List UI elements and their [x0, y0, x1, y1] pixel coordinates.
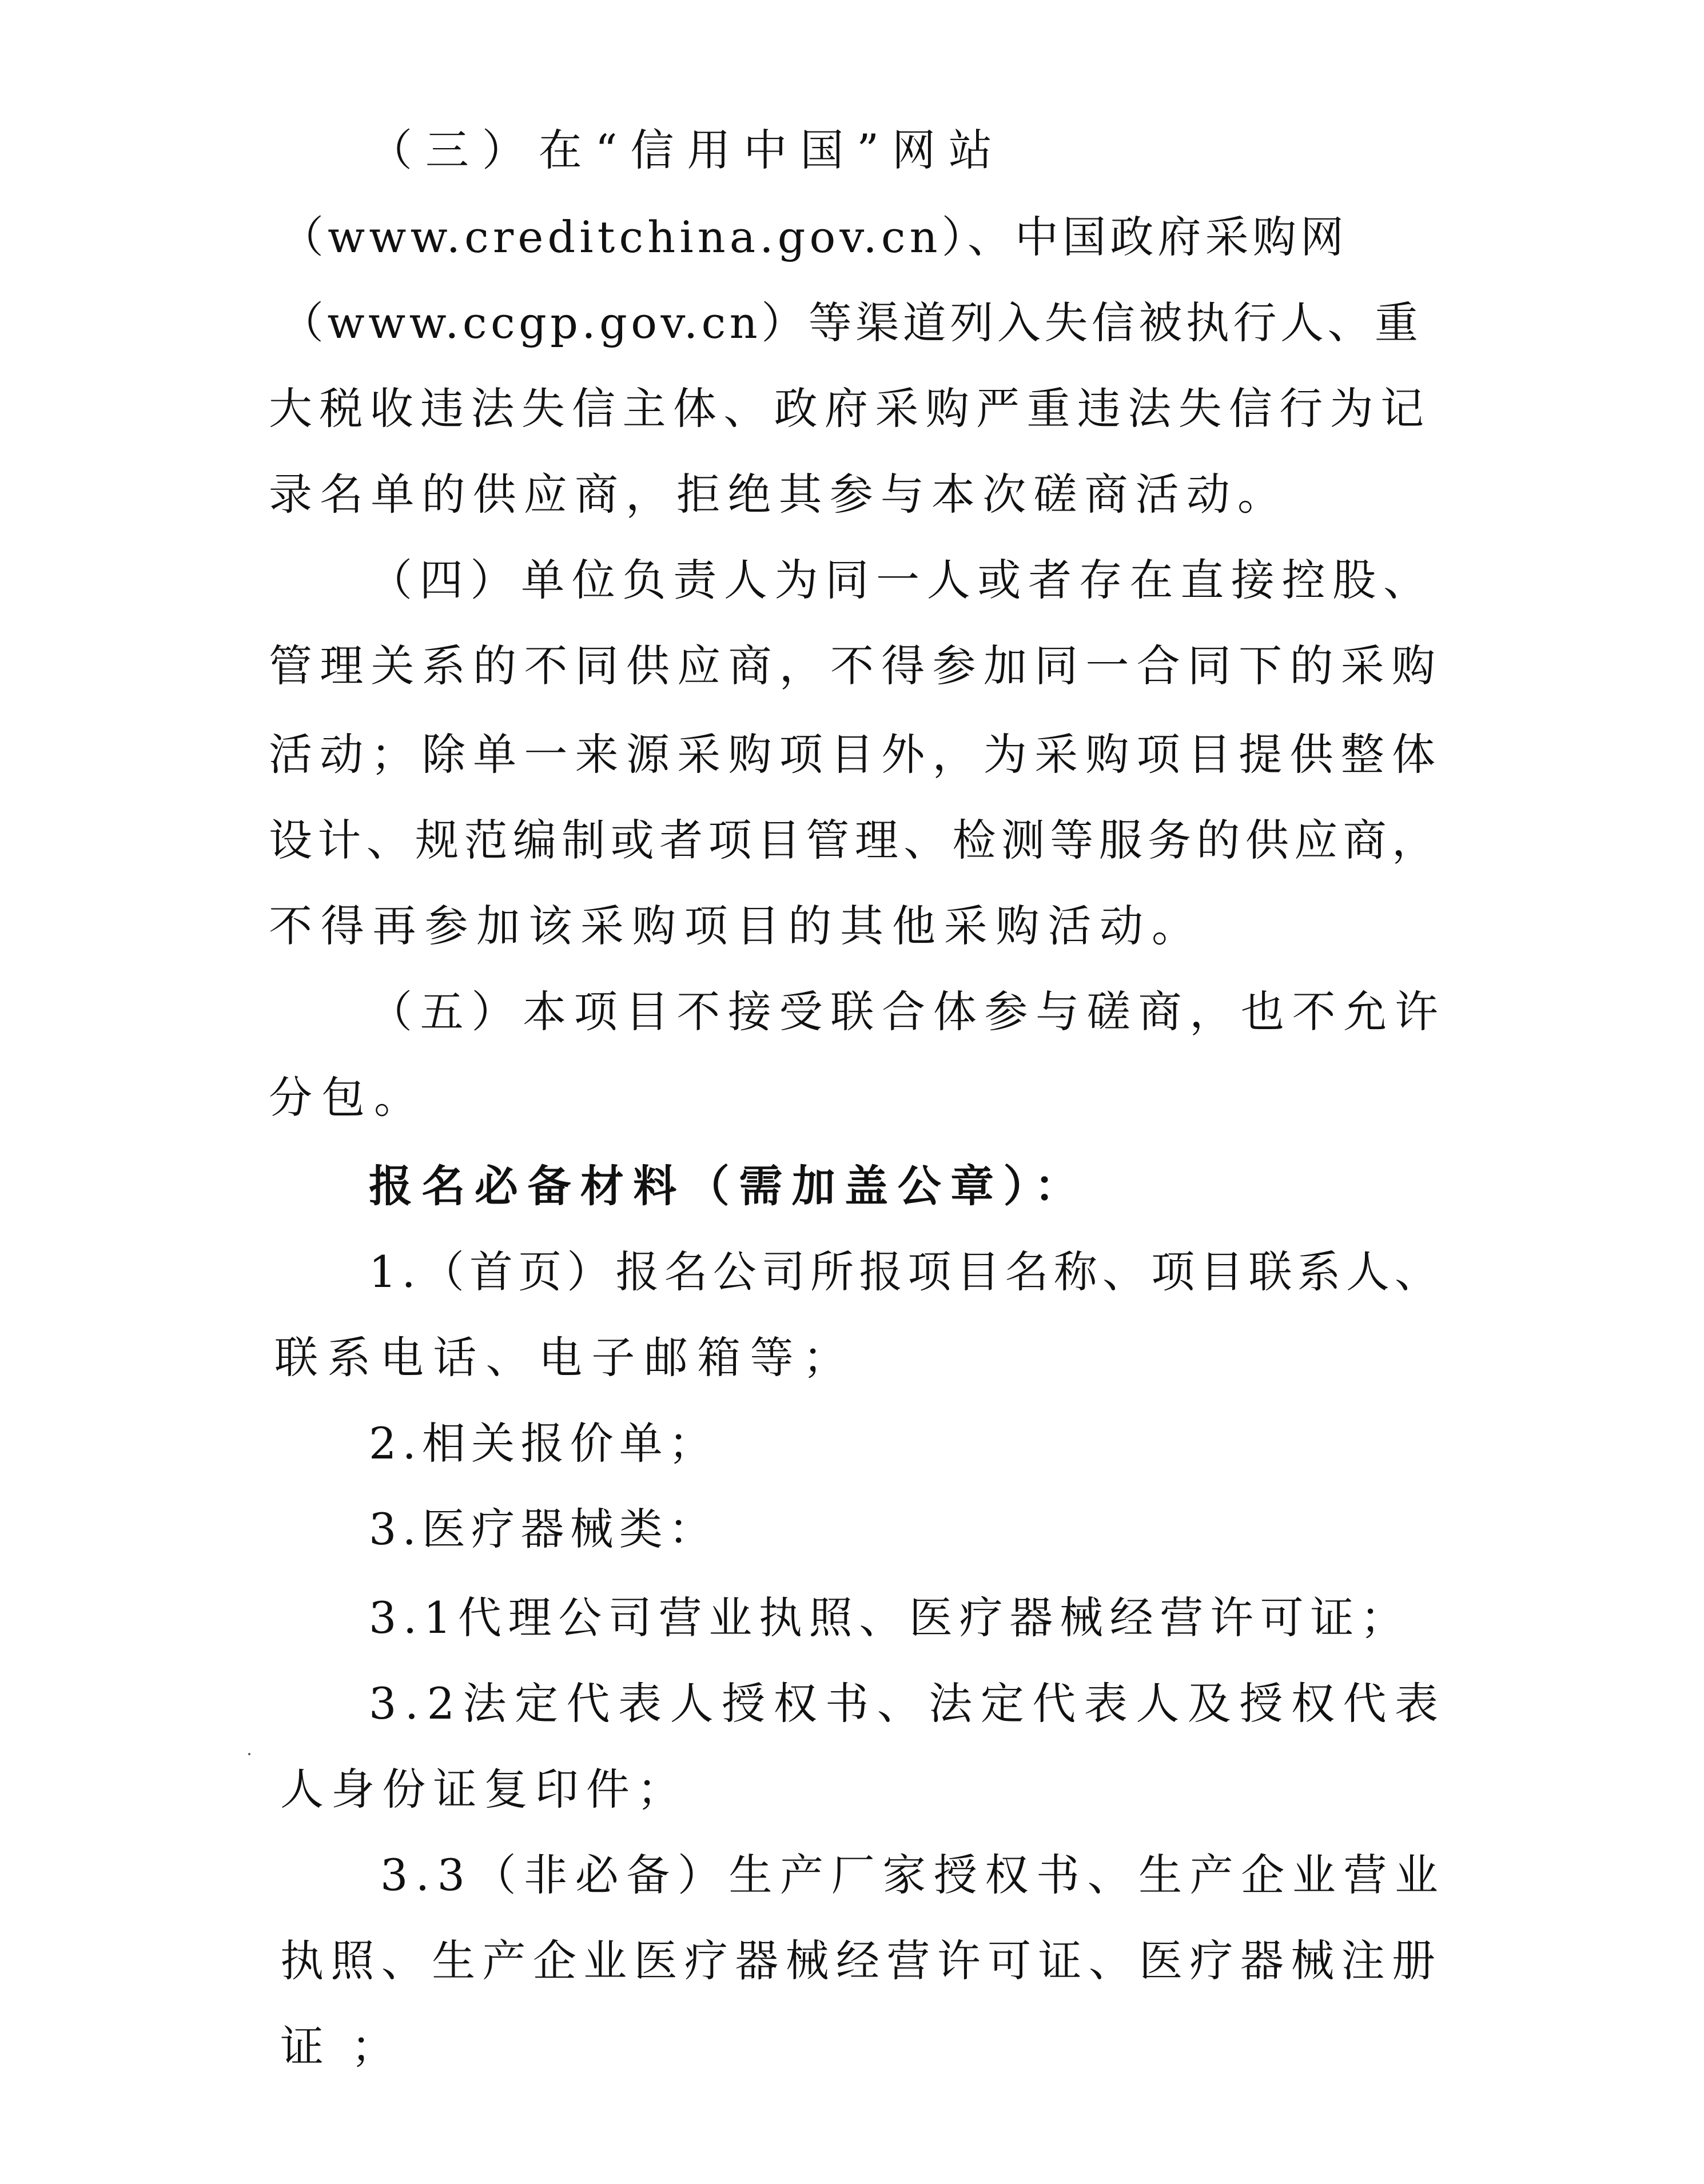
item-3-3-line-1: 3.3（非必备）生产厂家授权书、生产企业营业 [380, 1850, 1446, 1900]
item-2: 2.相关报价单； [369, 1418, 718, 1469]
para-3-line-3: （www.ccgp.gov.cn）等渠道列入失信被执行人、重 [280, 297, 1422, 348]
item-3: 3.医疗器械类： [369, 1504, 718, 1555]
item-1-line-2: 联系电话、电子邮箱等； [274, 1332, 856, 1383]
para-3-line-2: （www.creditchina.gov.cn）、中国政府采购网 [280, 212, 1348, 262]
item-3-3-line-2: 执照、生产企业医疗器械经营许可证、医疗器械注册 [280, 1935, 1443, 1986]
para-4-line-5: 不得再参加该采购项目的其他采购活动。 [269, 900, 1204, 951]
para-5-line-1: （五）本项目不接受联合体参与磋商，也不允许 [369, 986, 1446, 1037]
para-5-line-2: 分包。 [269, 1072, 427, 1123]
item-1-line-1: 1.（首页）报名公司所报项目名称、项目联系人、 [369, 1246, 1444, 1297]
para-3-line-1: （三）在“信用中国”网站 [369, 125, 1005, 176]
para-3-line-4: 大税收违法失信主体、政府采购严重违法失信行为记 [269, 383, 1431, 434]
para-4-line-2: 管理关系的不同供应商，不得参加同一合同下的采购 [269, 640, 1443, 691]
para-4-line-1: （四）单位负责人为同一人或者存在直接控股、 [369, 555, 1434, 605]
para-4-line-4: 设计、规范编制或者项目管理、检测等服务的供应商， [269, 815, 1441, 866]
item-3-2-line-1: 3.2法定代表人授权书、法定代表人及授权代表 [369, 1678, 1447, 1729]
para-4-line-3: 活动；除单一来源采购项目外，为采购项目提供整体 [269, 729, 1443, 780]
item-3-3-line-3: 证； [280, 2021, 422, 2072]
item-3-1: 3.1代理公司营业执照、医疗器械经营许可证； [369, 1592, 1411, 1643]
materials-heading: 报名必备材料（需加盖公章）： [369, 1161, 1088, 1211]
item-3-2-line-2: 人身份证复印件； [280, 1764, 688, 1815]
para-3-line-5: 录名单的供应商，拒绝其参与本次磋商活动。 [269, 469, 1289, 520]
scan-speck [248, 1753, 250, 1755]
